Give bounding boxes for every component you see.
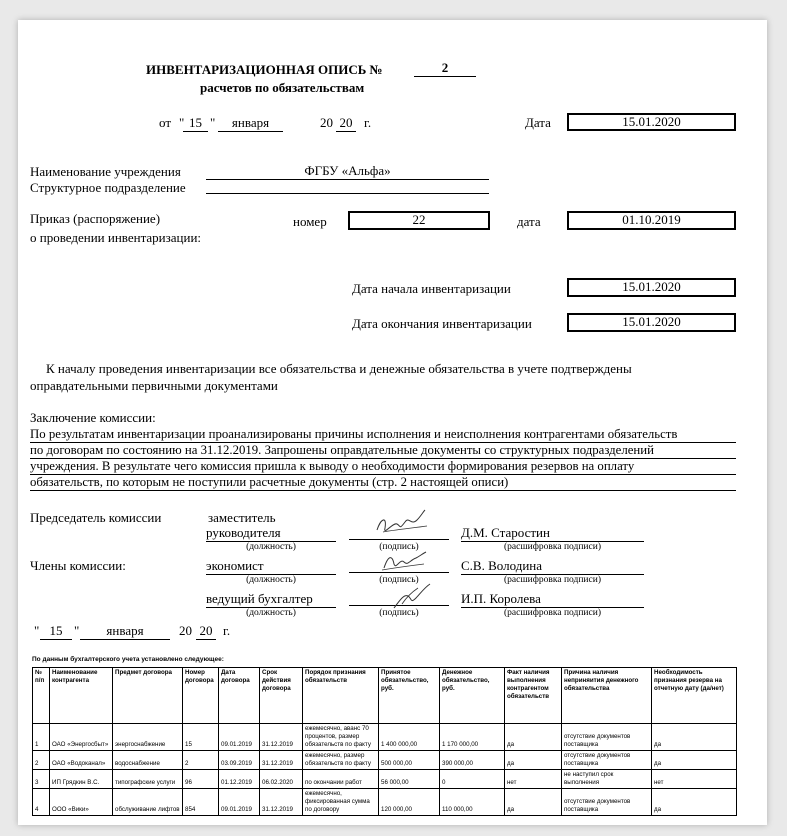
table-cell: 854	[183, 789, 219, 816]
table-cell: 2	[33, 751, 50, 770]
table-header-cell: Номер договора	[183, 668, 219, 724]
table-cell: типографские услуги	[113, 770, 183, 789]
end-value-box: 15.01.2020	[567, 313, 736, 332]
table-cell: да	[505, 789, 562, 816]
table-cell: да	[652, 724, 737, 751]
position-caption: (должность)	[246, 575, 296, 585]
table-cell: 1	[33, 724, 50, 751]
start-label: Дата начала инвентаризации	[352, 281, 511, 296]
order-date-box: 01.10.2019	[567, 211, 736, 230]
conclusion-line: по договорам по состоянию на 31.12.2019. Запрошены оправдательные документы со структурных подразделений	[30, 443, 654, 457]
table-cell: не наступил срок выполнения	[562, 770, 652, 789]
table-cell: 15	[183, 724, 219, 751]
table-header-cell: Денежное обязательство, руб.	[440, 668, 505, 724]
chair-position-line-2: руководителя	[206, 525, 336, 542]
table-cell: 4	[33, 789, 50, 816]
position-caption: (должность)	[246, 608, 296, 618]
table-cell: ежемесячно, аванс 70 процентов, размер обязательств по факту	[303, 724, 379, 751]
table-cell: 09.01.2019	[219, 724, 260, 751]
table-header-cell: Необходимость признания резерва на отчетную дату (да/нет)	[652, 668, 737, 724]
bottom-date-g: г.	[223, 623, 231, 638]
bottom-date-year-suffix: 20	[196, 623, 216, 640]
table-cell: 09.01.2019	[219, 789, 260, 816]
signature-caption: (подпись)	[379, 608, 419, 618]
member-position: ведущий бухгалтер	[206, 591, 336, 608]
intro-line-1: К началу проведения инвентаризации все обязательства и денежные обязательства в учете подтверждены	[46, 361, 632, 376]
order-label-1: Приказ (распоряжение)	[30, 211, 161, 226]
table-row	[33, 789, 737, 816]
institution-label: Наименование учреждения	[30, 164, 181, 179]
table-header-cell: Предмет договора	[113, 668, 183, 724]
doc-number: 2	[414, 60, 476, 77]
table-cell: нет	[652, 770, 737, 789]
conclusion-label: Заключение комиссии:	[30, 410, 156, 425]
table-cell: по окончании работ	[303, 770, 379, 789]
table-cell: энергоснабжение	[113, 724, 183, 751]
member-name: И.П. Королева	[461, 591, 644, 608]
doc-title: ИНВЕНТАРИЗАЦИОННАЯ ОПИСЬ №	[146, 62, 383, 77]
table-cell: 31.12.2019	[260, 789, 303, 816]
table-cell: 96	[183, 770, 219, 789]
table-cell: отсутствие документов поставщика	[562, 789, 652, 816]
date-quote-open: "	[179, 115, 185, 130]
table-cell: ОАО «Водоканал»	[50, 751, 113, 770]
conclusion-line: По результатам инвентаризации проанализированы причины исполнения и неисполнения контрагентами обязательств	[30, 427, 678, 441]
bottom-date-quote-open: "	[34, 623, 40, 638]
table-cell: 120 000,00	[379, 789, 440, 816]
decode-caption: (расшифровка подписи)	[504, 575, 601, 585]
position-caption: (должность)	[246, 542, 296, 552]
table-cell: 31.12.2019	[260, 751, 303, 770]
table-cell: 31.12.2019	[260, 724, 303, 751]
date-month: января	[218, 115, 283, 132]
order-number-box: 22	[348, 211, 490, 230]
order-date-label: дата	[517, 214, 541, 229]
decode-caption: (расшифровка подписи)	[504, 542, 601, 552]
document-sheet	[18, 20, 767, 825]
date-year-suffix: 20	[336, 115, 356, 132]
date-g: г.	[364, 115, 372, 130]
chair-position-line-1: заместитель	[208, 510, 276, 525]
table-cell: да	[505, 724, 562, 751]
date-day: 15	[183, 115, 208, 132]
table-header-cell: Порядок признания обязательств	[303, 668, 379, 724]
chair-signature	[373, 508, 431, 540]
table-cell: водоснабжение	[113, 751, 183, 770]
date-ot: от	[159, 115, 172, 130]
decode-caption: (расшифровка подписи)	[504, 608, 601, 618]
table-cell: да	[652, 789, 737, 816]
table-header-cell: Наименование контрагента	[50, 668, 113, 724]
order-label-2: о проведении инвентаризации:	[30, 230, 202, 245]
signature-caption: (подпись)	[379, 575, 419, 585]
doc-subtitle: расчетов по обязательствам	[200, 80, 365, 95]
chair-name: Д.М. Старостин	[461, 525, 644, 542]
signature-caption: (подпись)	[379, 542, 419, 552]
table-cell: нет	[505, 770, 562, 789]
table-row	[33, 770, 737, 789]
table-header-cell: Дата договора	[219, 668, 260, 724]
bottom-date-day: 15	[40, 623, 72, 640]
subdivision-label: Структурное подразделение	[30, 180, 186, 195]
table-header-cell: Факт наличия выполнения контрагентом обязательств	[505, 668, 562, 724]
table-cell: обслуживание лифтов	[113, 789, 183, 816]
table-cell: ОАО «Энергосбыт»	[50, 724, 113, 751]
member-name: С.В. Володина	[461, 558, 644, 575]
table-cell: 0	[440, 770, 505, 789]
table-cell: 1 400 000,00	[379, 724, 440, 751]
table-header-cell: Принятое обязательство, руб.	[379, 668, 440, 724]
table-header-cell: Причина наличия неприняития денежного обязательства	[562, 668, 652, 724]
start-value-box: 15.01.2020	[567, 278, 736, 297]
table-cell: 3	[33, 770, 50, 789]
institution-value: ФГБУ «Альфа»	[206, 163, 489, 180]
member-position: экономист	[206, 558, 336, 575]
bottom-date-quote-close: "	[74, 623, 80, 638]
table-cell: 06.02.2020	[260, 770, 303, 789]
table-note: По данным бухгалтерского учета установлено следующее:	[32, 656, 224, 663]
conclusion-line: учреждения. В результате чего комиссия пришла к выводу о необходимости формирования резервов на оплату	[30, 459, 635, 473]
member-signature	[378, 550, 428, 574]
subdivision-value	[206, 179, 489, 194]
table-row	[33, 724, 737, 751]
date-value-box: 15.01.2020	[567, 113, 736, 131]
table-cell: да	[505, 751, 562, 770]
table-cell: 500 000,00	[379, 751, 440, 770]
table-header-cell: № п/п	[33, 668, 50, 724]
table-row	[33, 751, 737, 770]
table-cell: ежемесячно, фиксированная сумма по договору	[303, 789, 379, 816]
table-cell: отсутствие документов поставщика	[562, 724, 652, 751]
date-year-prefix: 20	[320, 115, 333, 130]
table-cell: 03.09.2019	[219, 751, 260, 770]
table-cell: ежемесячно, размер обязательств по факту	[303, 751, 379, 770]
table-cell: 2	[183, 751, 219, 770]
table-cell: 56 000,00	[379, 770, 440, 789]
chair-label: Председатель комиссии	[30, 510, 162, 525]
table-cell: ООО «Вики»	[50, 789, 113, 816]
table-cell: да	[652, 751, 737, 770]
bottom-date-month: января	[80, 623, 170, 640]
table-header-row	[33, 668, 737, 724]
end-label: Дата окончания инвентаризации	[352, 316, 532, 331]
table-cell: 110 000,00	[440, 789, 505, 816]
table-cell: отсутствие документов поставщика	[562, 751, 652, 770]
table-cell: 390 000,00	[440, 751, 505, 770]
table-cell: 01.12.2019	[219, 770, 260, 789]
date-quote-close: "	[210, 115, 216, 130]
bottom-date-year-prefix: 20	[179, 623, 192, 638]
table-cell: ИП Грядкин В.С.	[50, 770, 113, 789]
table-cell: 1 170 000,00	[440, 724, 505, 751]
inventory-table	[32, 667, 737, 816]
conclusion-line: обязательств, по которым не поступили расчетные документы (стр. 2 настоящей описи)	[30, 475, 509, 489]
table-header-cell: Срок действия договора	[260, 668, 303, 724]
date-label: Дата	[525, 115, 551, 130]
members-label: Члены комиссии:	[30, 558, 126, 573]
order-number-label: номер	[293, 214, 327, 229]
intro-line-2: оправдательными первичными документами	[30, 378, 278, 393]
